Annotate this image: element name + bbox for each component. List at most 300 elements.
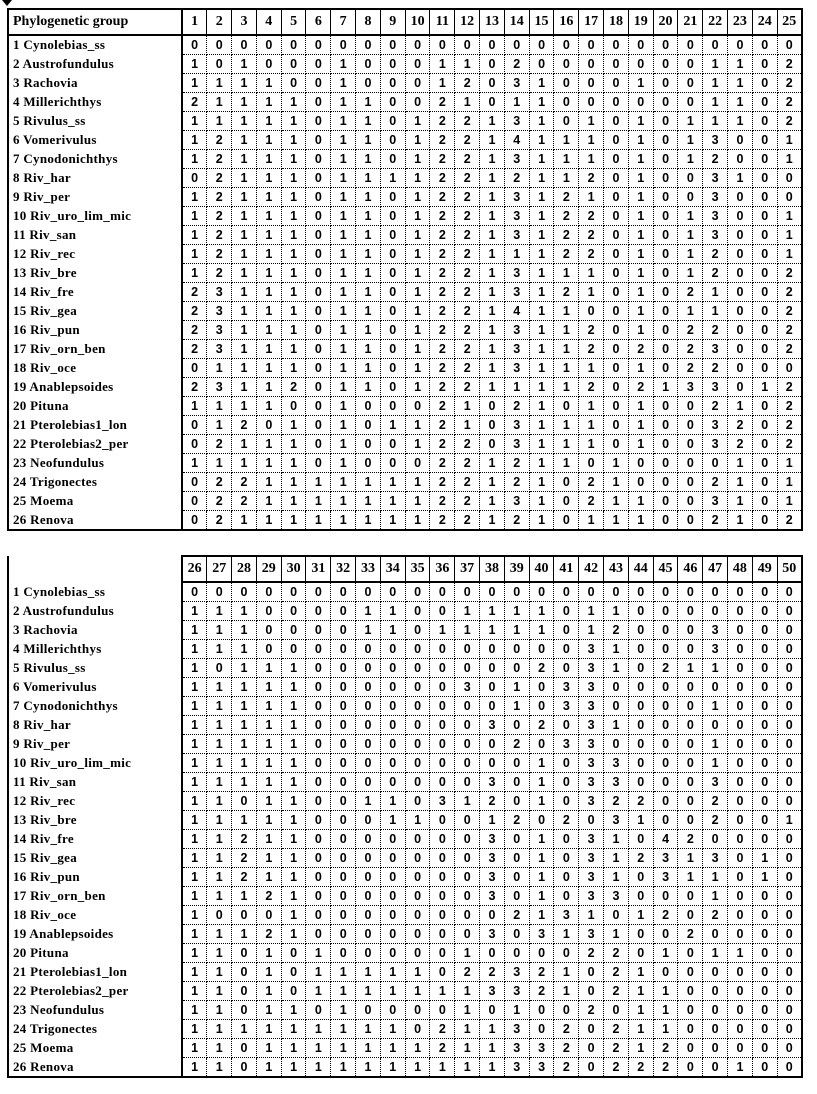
character-state-cell: 0 (306, 74, 331, 93)
character-state-cell: 1 (703, 112, 728, 131)
character-state-cell: 1 (529, 887, 554, 906)
character-state-cell: 1 (256, 1058, 281, 1078)
column-header: 25 (777, 9, 802, 35)
character-state-cell: 0 (554, 792, 579, 811)
character-state-cell: 0 (232, 906, 257, 925)
character-state-cell: 2 (182, 378, 207, 397)
character-state-cell: 1 (777, 207, 802, 226)
character-state-cell: 1 (331, 1001, 356, 1020)
character-state-cell: 0 (752, 302, 777, 321)
character-state-cell: 0 (653, 492, 678, 511)
character-state-cell: 2 (207, 245, 232, 264)
column-header: 50 (777, 556, 802, 582)
character-state-cell: 2 (455, 112, 480, 131)
character-state-cell: 2 (504, 811, 529, 830)
character-state-cell: 2 (430, 511, 455, 531)
character-state-cell: 0 (455, 868, 480, 887)
character-state-cell: 0 (752, 226, 777, 245)
character-state-cell: 0 (405, 792, 430, 811)
character-state-cell: 1 (182, 207, 207, 226)
taxon-label: 25 Moema (8, 492, 182, 511)
character-state-cell: 0 (281, 621, 306, 640)
character-state-cell: 2 (604, 1020, 629, 1039)
character-state-cell: 2 (455, 169, 480, 188)
character-state-cell: 0 (256, 35, 281, 55)
character-state-cell: 0 (306, 582, 331, 602)
character-state-cell: 1 (207, 112, 232, 131)
character-state-cell: 0 (306, 716, 331, 735)
character-state-cell: 0 (331, 925, 356, 944)
column-header: 36 (430, 556, 455, 582)
character-state-cell: 3 (579, 868, 604, 887)
column-header: 43 (604, 556, 629, 582)
character-state-cell: 1 (281, 321, 306, 340)
character-state-cell: 1 (256, 131, 281, 150)
character-state-cell: 0 (306, 697, 331, 716)
character-state-cell: 1 (232, 283, 257, 302)
character-state-cell: 0 (380, 93, 405, 112)
character-state-cell: 0 (653, 264, 678, 283)
character-state-cell: 1 (752, 849, 777, 868)
character-state-cell: 0 (207, 35, 232, 55)
character-state-cell: 2 (554, 188, 579, 207)
character-state-cell: 0 (777, 359, 802, 378)
character-matrix-26-50 (7, 555, 803, 1078)
character-state-cell: 1 (480, 359, 505, 378)
character-state-cell: 0 (777, 963, 802, 982)
character-state-cell: 0 (455, 811, 480, 830)
character-state-cell: 0 (405, 454, 430, 473)
character-state-cell: 0 (628, 925, 653, 944)
character-state-cell: 0 (554, 1001, 579, 1020)
character-state-cell: 1 (281, 207, 306, 226)
character-state-cell: 2 (430, 378, 455, 397)
character-state-cell: 1 (182, 830, 207, 849)
character-state-cell: 1 (256, 74, 281, 93)
character-state-cell: 2 (785, 513, 793, 527)
character-state-cell: 1 (256, 716, 281, 735)
character-state-cell: 1 (777, 492, 802, 511)
character-state-cell: 1 (281, 340, 306, 359)
character-state-cell: 0 (232, 1001, 257, 1020)
character-state-cell: 3 (504, 188, 529, 207)
character-state-cell: 3 (703, 131, 728, 150)
column-header: 46 (678, 556, 703, 582)
character-state-cell: 2 (504, 906, 529, 925)
character-state-cell: 2 (430, 169, 455, 188)
character-state-cell: 3 (504, 226, 529, 245)
character-state-cell: 1 (256, 264, 281, 283)
character-state-cell: 0 (752, 640, 777, 659)
character-state-cell: 0 (752, 1058, 777, 1078)
character-state-cell: 0 (480, 35, 505, 55)
character-state-cell: 1 (777, 473, 802, 492)
character-state-cell: 1 (628, 811, 653, 830)
character-state-cell: 0 (628, 697, 653, 716)
character-state-cell: 1 (504, 378, 529, 397)
character-state-cell: 0 (405, 621, 430, 640)
character-state-cell: 0 (554, 773, 579, 792)
character-state-cell: 0 (405, 74, 430, 93)
table-row (8, 868, 802, 887)
character-state-cell: 0 (380, 735, 405, 754)
character-state-cell: 1 (232, 207, 257, 226)
character-state-cell: 0 (281, 35, 306, 55)
character-state-cell: 1 (182, 963, 207, 982)
character-state-cell: 1 (207, 397, 232, 416)
character-state-cell: 1 (331, 321, 356, 340)
character-state-cell: 0 (653, 811, 678, 830)
character-state-cell: 2 (430, 226, 455, 245)
character-state-cell: 0 (777, 621, 802, 640)
taxon-label: 20 Pituna (8, 397, 182, 416)
character-state-cell: 1 (356, 112, 381, 131)
character-state-cell: 0 (356, 830, 381, 849)
character-state-cell: 2 (728, 416, 753, 435)
character-state-cell: 3 (529, 1058, 554, 1078)
character-state-cell: 0 (604, 188, 629, 207)
character-state-cell: 0 (728, 621, 753, 640)
character-state-cell: 2 (232, 492, 257, 511)
character-state-cell: 1 (207, 868, 232, 887)
character-state-cell: 2 (579, 944, 604, 963)
character-state-cell: 0 (281, 963, 306, 982)
character-state-cell: 0 (380, 697, 405, 716)
character-state-cell: 1 (405, 283, 430, 302)
character-state-cell: 0 (653, 397, 678, 416)
taxon-label: 3 Rachovia (8, 74, 182, 93)
character-state-cell: 1 (256, 811, 281, 830)
character-state-cell: 1 (777, 811, 802, 830)
character-state-cell: 0 (653, 792, 678, 811)
character-state-cell: 0 (356, 416, 381, 435)
character-state-cell: 1 (331, 435, 356, 454)
character-state-cell: 1 (529, 359, 554, 378)
character-state-cell: 1 (529, 321, 554, 340)
character-state-cell: 0 (554, 887, 579, 906)
character-state-cell: 3 (579, 735, 604, 754)
column-header: 11 (430, 9, 455, 35)
taxon-label: 23 Neofundulus (8, 454, 182, 473)
character-state-cell: 3 (703, 226, 728, 245)
character-state-cell: 1 (356, 473, 381, 492)
character-state-cell: 1 (182, 697, 207, 716)
character-state-cell: 3 (529, 925, 554, 944)
character-state-cell: 0 (529, 1020, 554, 1039)
character-state-cell: 1 (529, 830, 554, 849)
character-state-cell: 0 (752, 830, 777, 849)
character-state-cell: 0 (504, 659, 529, 678)
character-state-cell: 0 (653, 602, 678, 621)
character-state-cell: 2 (430, 435, 455, 454)
character-state-cell: 2 (777, 378, 802, 397)
character-state-cell: 2 (455, 492, 480, 511)
character-state-cell: 0 (728, 811, 753, 830)
taxon-label: 23 Neofundulus (8, 1001, 182, 1020)
character-state-cell: 1 (455, 1020, 480, 1039)
character-state-cell: 1 (380, 416, 405, 435)
character-state-cell: 0 (628, 621, 653, 640)
character-state-cell: 3 (504, 74, 529, 93)
character-state-cell: 1 (281, 454, 306, 473)
character-state-cell: 1 (281, 868, 306, 887)
character-state-cell: 1 (331, 454, 356, 473)
column-header: 22 (703, 9, 728, 35)
character-state-cell: 0 (728, 925, 753, 944)
character-state-cell: 0 (604, 678, 629, 697)
character-state-cell: 3 (703, 773, 728, 792)
character-state-cell: 0 (306, 188, 331, 207)
character-state-cell: 1 (182, 245, 207, 264)
character-state-cell: 1 (207, 982, 232, 1001)
character-state-cell: 1 (356, 302, 381, 321)
character-state-cell: 1 (232, 773, 257, 792)
character-state-cell: 0 (728, 131, 753, 150)
character-state-cell: 3 (480, 868, 505, 887)
character-state-cell: 2 (430, 283, 455, 302)
table-row (8, 944, 802, 963)
character-state-cell: 1 (703, 887, 728, 906)
character-state-cell: 1 (232, 887, 257, 906)
character-state-cell: 1 (380, 1039, 405, 1058)
character-state-cell: 0 (405, 397, 430, 416)
character-state-cell: 0 (405, 849, 430, 868)
character-state-cell: 1 (256, 982, 281, 1001)
character-state-cell: 1 (777, 245, 802, 264)
taxon-label: 24 Trigonectes (8, 473, 182, 492)
character-state-cell: 1 (207, 74, 232, 93)
character-state-cell: 1 (281, 925, 306, 944)
character-state-cell: 0 (777, 602, 802, 621)
character-state-cell: 1 (504, 1001, 529, 1020)
character-state-cell: 0 (504, 830, 529, 849)
character-state-cell: 1 (653, 1020, 678, 1039)
character-state-cell: 0 (728, 302, 753, 321)
character-state-cell: 0 (604, 321, 629, 340)
character-state-cell: 1 (207, 830, 232, 849)
character-state-cell: 2 (182, 93, 207, 112)
character-state-cell: 1 (306, 963, 331, 982)
character-state-cell: 0 (678, 640, 703, 659)
character-state-cell: 2 (207, 188, 232, 207)
character-state-cell: 0 (281, 582, 306, 602)
character-state-cell: 1 (430, 982, 455, 1001)
character-state-cell: 1 (281, 1020, 306, 1039)
column-header: 21 (678, 9, 703, 35)
character-state-cell: 1 (331, 397, 356, 416)
character-state-cell: 1 (678, 264, 703, 283)
character-state-cell: 1 (628, 906, 653, 925)
character-state-cell: 2 (182, 283, 207, 302)
character-state-cell: 0 (728, 1039, 753, 1058)
character-state-cell: 0 (504, 944, 529, 963)
character-state-cell: 1 (628, 188, 653, 207)
character-state-cell: 4 (653, 830, 678, 849)
character-state-cell: 1 (232, 55, 257, 74)
character-state-cell: 0 (430, 716, 455, 735)
character-state-cell: 2 (777, 55, 802, 74)
character-state-cell: 3 (529, 1039, 554, 1058)
character-state-cell: 2 (207, 226, 232, 245)
character-state-cell: 0 (504, 773, 529, 792)
character-state-cell: 1 (480, 492, 505, 511)
character-state-cell: 1 (232, 397, 257, 416)
character-state-cell: 1 (579, 188, 604, 207)
character-state-cell: 1 (256, 378, 281, 397)
character-state-cell: 1 (281, 131, 306, 150)
column-header: 32 (331, 556, 356, 582)
character-state-cell: 0 (752, 963, 777, 982)
character-state-cell: 1 (182, 849, 207, 868)
character-state-cell: 1 (405, 169, 430, 188)
character-state-cell: 1 (207, 416, 232, 435)
character-state-cell: 1 (281, 659, 306, 678)
character-state-cell: 1 (331, 302, 356, 321)
character-state-cell: 0 (604, 55, 629, 74)
character-state-cell: 0 (678, 188, 703, 207)
character-state-cell: 2 (777, 74, 802, 93)
character-state-cell: 0 (777, 659, 802, 678)
character-state-cell: 0 (728, 1001, 753, 1020)
character-state-cell: 2 (579, 207, 604, 226)
character-state-cell: 2 (604, 1058, 629, 1078)
character-state-cell: 1 (604, 454, 629, 473)
character-state-cell: 1 (728, 112, 753, 131)
character-state-cell: 1 (480, 511, 505, 531)
character-state-cell: 2 (232, 868, 257, 887)
taxon-label: 6 Vomerivulus (8, 131, 182, 150)
character-state-cell: 0 (232, 1039, 257, 1058)
character-state-cell: 1 (604, 602, 629, 621)
character-state-cell: 3 (504, 283, 529, 302)
character-state-cell: 1 (628, 1001, 653, 1020)
character-state-cell: 0 (281, 640, 306, 659)
character-state-cell: 0 (752, 906, 777, 925)
character-state-cell: 0 (728, 659, 753, 678)
character-state-cell: 0 (182, 359, 207, 378)
character-state-cell: 2 (455, 963, 480, 982)
character-state-cell: 0 (728, 697, 753, 716)
character-state-cell: 0 (430, 849, 455, 868)
character-state-cell: 0 (356, 773, 381, 792)
table-row (8, 582, 802, 602)
character-state-cell: 0 (380, 925, 405, 944)
character-state-cell: 1 (777, 150, 802, 169)
character-state-cell: 1 (356, 283, 381, 302)
character-state-cell: 1 (455, 1039, 480, 1058)
character-state-cell: 0 (380, 659, 405, 678)
column-header: 34 (380, 556, 405, 582)
character-state-cell: 1 (579, 906, 604, 925)
character-state-cell: 2 (455, 226, 480, 245)
character-state-cell: 0 (752, 454, 777, 473)
character-state-cell: 0 (752, 169, 777, 188)
character-state-cell: 0 (306, 245, 331, 264)
character-state-cell: 1 (232, 302, 257, 321)
character-state-cell: 0 (331, 792, 356, 811)
character-state-cell: 2 (504, 397, 529, 416)
character-state-cell: 2 (455, 302, 480, 321)
character-state-cell: 1 (182, 659, 207, 678)
character-state-cell: 1 (331, 1020, 356, 1039)
character-state-cell: 1 (207, 1020, 232, 1039)
character-state-cell: 1 (281, 1058, 306, 1078)
character-state-cell: 1 (207, 359, 232, 378)
character-state-cell: 0 (752, 416, 777, 435)
table-row (8, 340, 802, 359)
character-state-cell: 0 (678, 1020, 703, 1039)
column-header: 18 (604, 9, 629, 35)
character-state-cell: 1 (455, 602, 480, 621)
character-state-cell: 1 (207, 773, 232, 792)
character-state-cell: 1 (628, 169, 653, 188)
character-state-cell: 0 (405, 925, 430, 944)
character-state-cell: 2 (455, 473, 480, 492)
character-state-cell: 0 (380, 340, 405, 359)
character-state-cell: 0 (678, 906, 703, 925)
character-state-cell: 1 (281, 435, 306, 454)
character-state-cell: 1 (207, 1039, 232, 1058)
table-row (8, 55, 802, 74)
character-state-cell: 1 (331, 245, 356, 264)
character-state-cell: 0 (380, 35, 405, 55)
character-state-cell: 1 (529, 150, 554, 169)
character-state-cell: 1 (480, 321, 505, 340)
character-state-cell: 2 (678, 925, 703, 944)
character-state-cell: 1 (331, 93, 356, 112)
character-state-cell: 0 (480, 55, 505, 74)
character-state-cell: 0 (752, 887, 777, 906)
character-state-cell: 0 (380, 226, 405, 245)
character-state-cell: 0 (752, 207, 777, 226)
character-state-cell: 1 (529, 169, 554, 188)
character-state-cell: 2 (182, 321, 207, 340)
character-state-cell: 0 (678, 944, 703, 963)
character-state-cell: 2 (430, 397, 455, 416)
character-state-cell: 1 (529, 868, 554, 887)
character-state-cell: 0 (232, 1058, 257, 1078)
character-state-cell: 2 (653, 906, 678, 925)
character-state-cell: 1 (331, 112, 356, 131)
character-state-cell: 0 (232, 944, 257, 963)
character-state-cell: 0 (777, 1020, 802, 1039)
table-row (8, 226, 802, 245)
character-state-cell: 1 (256, 435, 281, 454)
character-state-cell: 0 (752, 792, 777, 811)
character-state-cell: 1 (430, 74, 455, 93)
character-state-cell: 1 (281, 302, 306, 321)
character-state-cell: 0 (554, 659, 579, 678)
character-state-cell: 2 (455, 340, 480, 359)
character-state-cell: 1 (331, 982, 356, 1001)
character-state-cell: 4 (504, 302, 529, 321)
character-state-cell: 0 (579, 302, 604, 321)
character-state-cell: 1 (628, 492, 653, 511)
character-state-cell: 2 (604, 1039, 629, 1058)
character-state-cell: 1 (529, 754, 554, 773)
character-state-cell: 0 (653, 435, 678, 454)
character-state-cell: 1 (529, 435, 554, 454)
character-state-cell: 1 (182, 55, 207, 74)
character-state-cell: 0 (752, 697, 777, 716)
character-state-cell: 0 (579, 55, 604, 74)
character-state-cell: 2 (182, 302, 207, 321)
character-state-cell: 1 (678, 302, 703, 321)
character-state-cell: 0 (752, 811, 777, 830)
taxon-label: 6 Vomerivulus (8, 678, 182, 697)
character-state-cell: 1 (182, 602, 207, 621)
character-state-cell: 1 (579, 131, 604, 150)
